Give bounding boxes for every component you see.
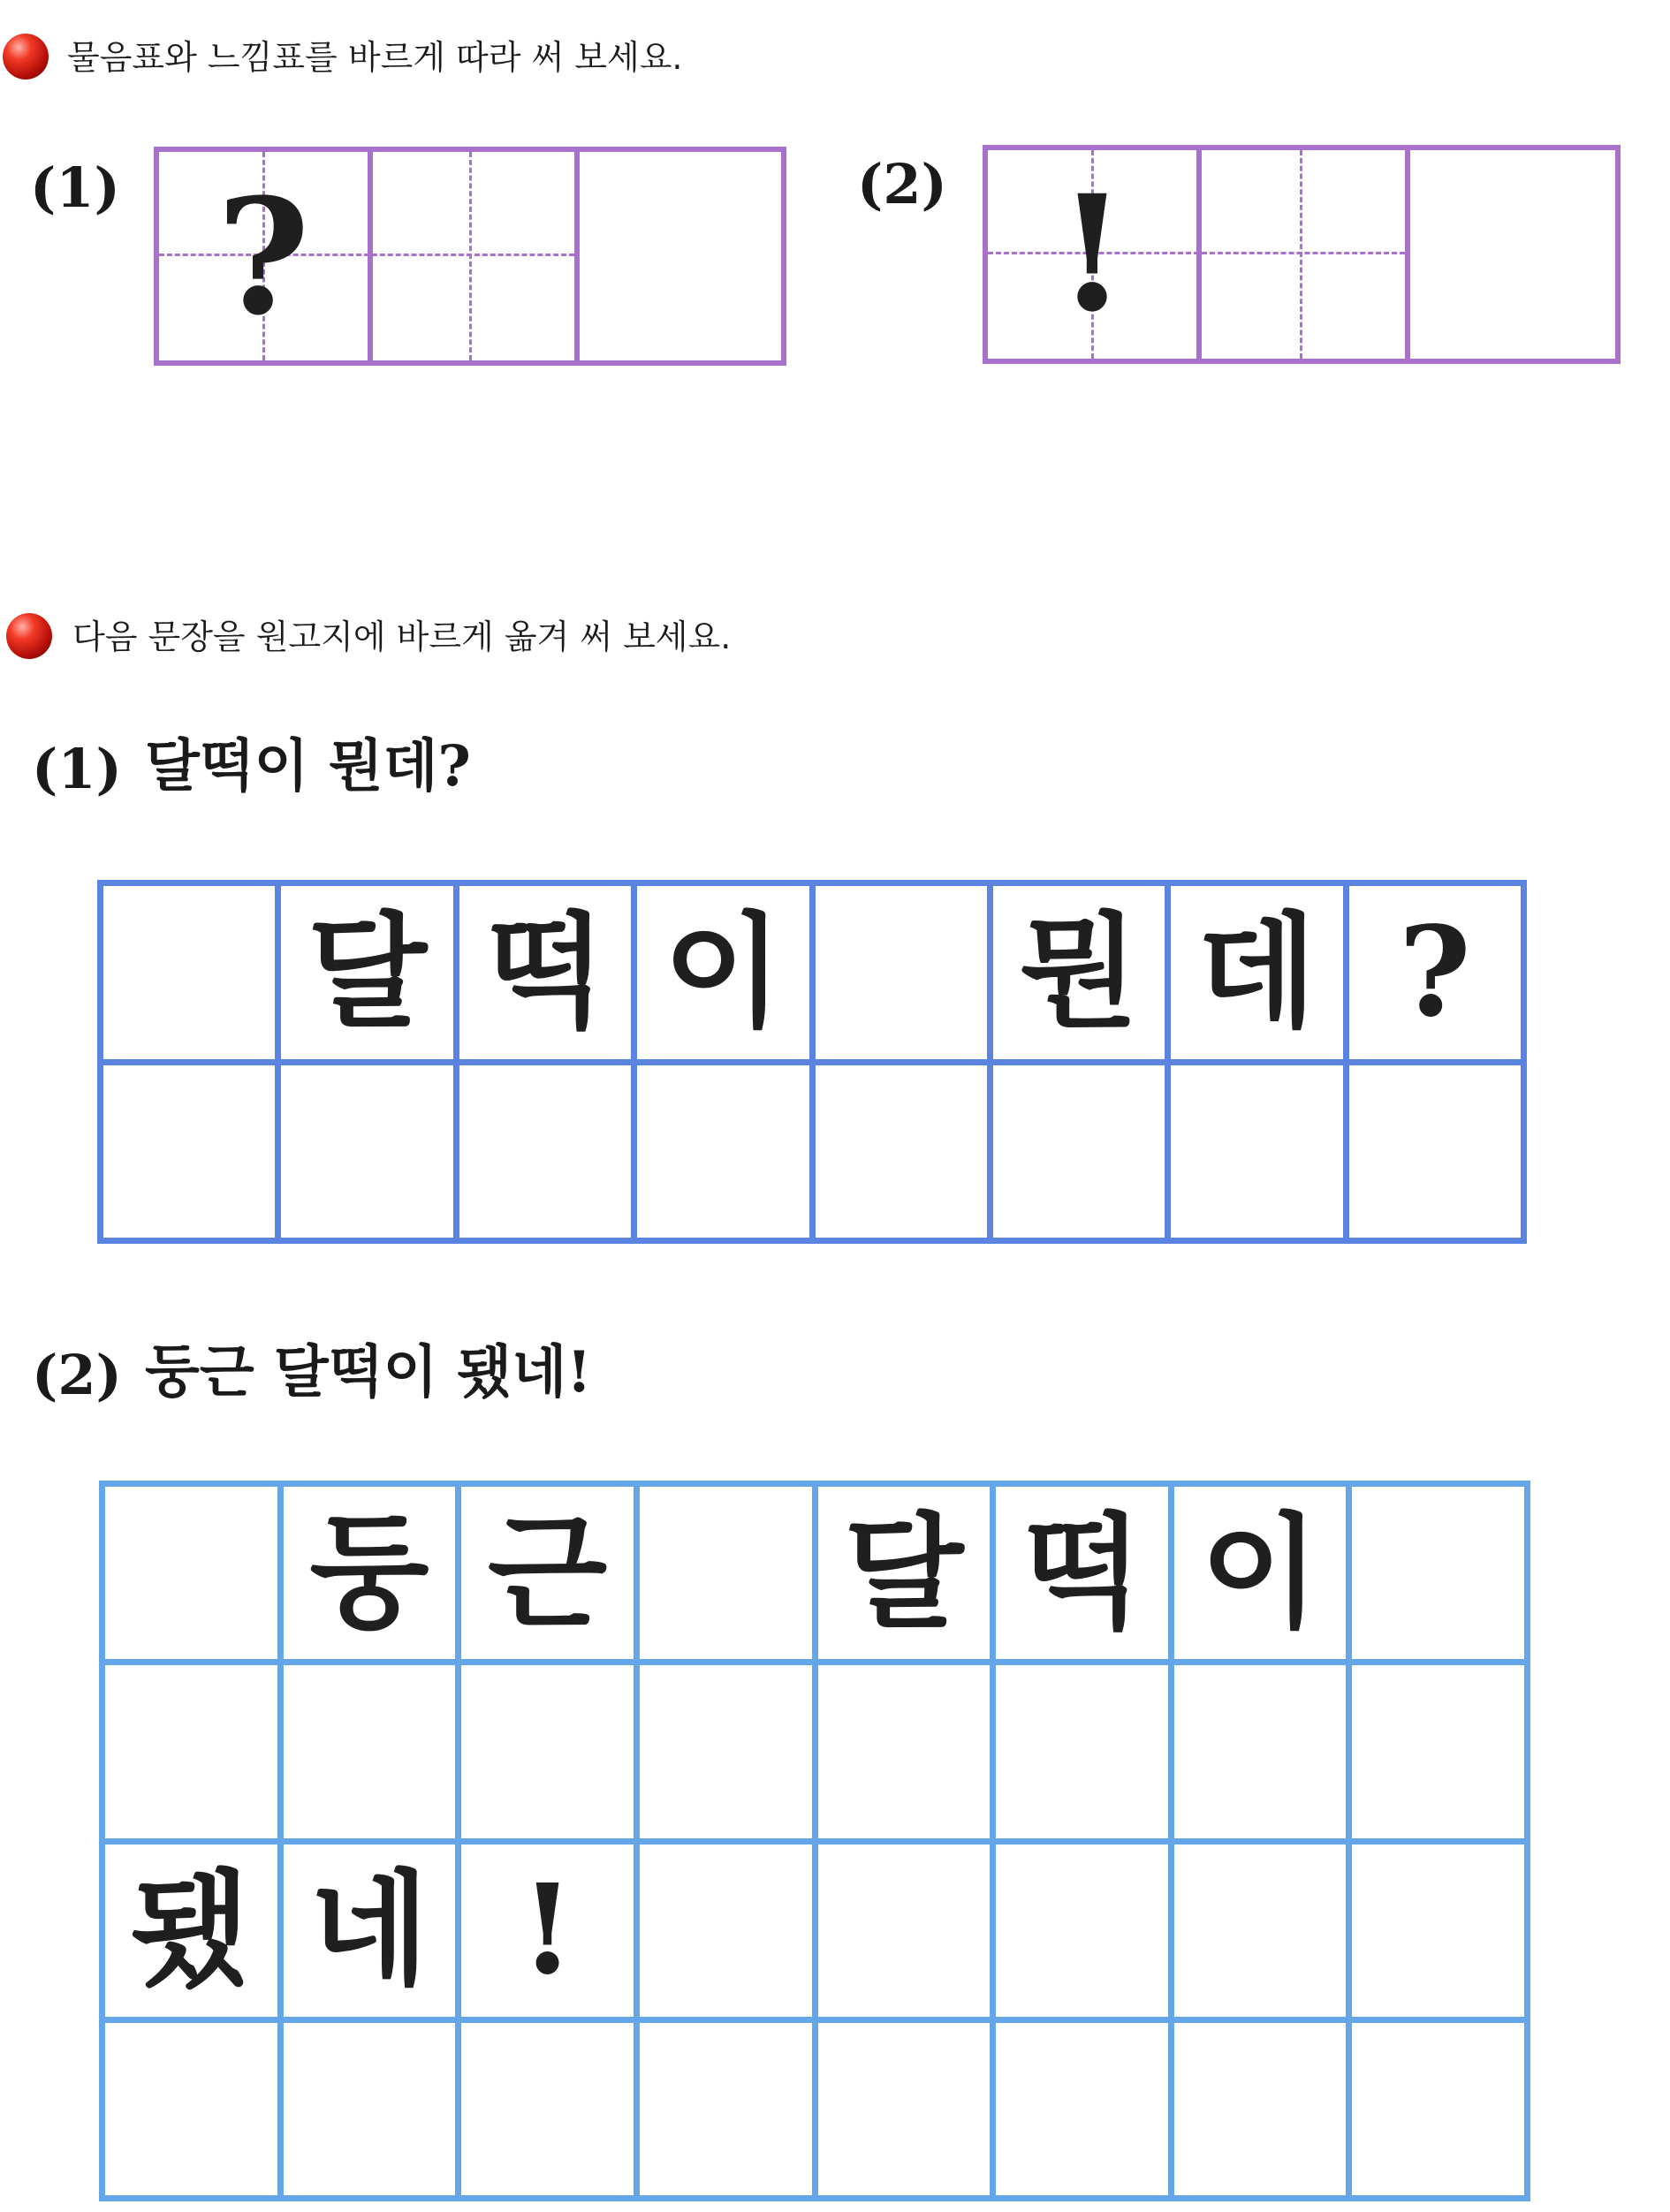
- grid-cell[interactable]: 근: [461, 1487, 634, 1659]
- grid-cell[interactable]: [818, 2023, 991, 2195]
- grid-cell[interactable]: [284, 2023, 456, 2195]
- grid-cell[interactable]: [637, 1065, 808, 1239]
- grid-cell[interactable]: [818, 1665, 991, 1837]
- grid-cell[interactable]: 네: [284, 1845, 456, 2017]
- item-label-1: (1): [30, 155, 120, 220]
- grid-cell[interactable]: [103, 1065, 275, 1239]
- grid-cell[interactable]: [996, 2023, 1168, 2195]
- practice-box-question[interactable]: [154, 147, 786, 366]
- exercise-sentence-1: 달떡이 뭔데?: [145, 733, 471, 799]
- grid-cell[interactable]: [1349, 1065, 1521, 1239]
- grid-cell[interactable]: [1352, 2023, 1524, 2195]
- grid-cell[interactable]: 이: [637, 886, 808, 1059]
- grid-cell[interactable]: [281, 1065, 452, 1239]
- grid-cell[interactable]: [459, 1065, 631, 1239]
- manuscript-grid-2: [99, 1481, 1530, 2201]
- bullet-icon: [6, 613, 52, 659]
- grid-cell[interactable]: [1352, 1665, 1524, 1837]
- exclamation-mark-sample: !: [1057, 161, 1127, 347]
- grid-cell[interactable]: [105, 1487, 277, 1659]
- grid-cell[interactable]: [461, 2023, 634, 2195]
- grid-cell[interactable]: 이: [1174, 1487, 1347, 1659]
- bullet-icon: [3, 34, 49, 80]
- grid-cell[interactable]: [996, 1665, 1168, 1837]
- question-mark-sample: ?: [216, 164, 310, 351]
- practice-box-exclamation[interactable]: [983, 145, 1621, 364]
- grid-cell[interactable]: [1171, 1065, 1342, 1239]
- exercise-sentence-2: 둥근 달떡이 됐네!: [145, 1339, 592, 1405]
- grid-cell[interactable]: [640, 1845, 812, 2017]
- grid-cell[interactable]: !: [461, 1845, 634, 2017]
- grid-cell[interactable]: [996, 1845, 1168, 2017]
- grid-cell[interactable]: [818, 1845, 991, 2017]
- exercise-label-2: (2): [32, 1343, 122, 1407]
- grid-cell[interactable]: [640, 1487, 812, 1659]
- grid-cell[interactable]: [103, 886, 275, 1059]
- instruction-2: 다음 문장을 원고지에 바르게 옮겨 써 보세요.: [72, 617, 732, 656]
- grid-cell[interactable]: [816, 1065, 987, 1239]
- instruction-1: 물음표와 느낌표를 바르게 따라 써 보세요.: [67, 38, 683, 77]
- grid-cell[interactable]: [1174, 1665, 1347, 1837]
- grid-cell[interactable]: 달: [281, 886, 452, 1059]
- grid-cell[interactable]: [105, 2023, 277, 2195]
- grid-cell[interactable]: ?: [1349, 886, 1521, 1059]
- grid-cell[interactable]: [105, 1665, 277, 1837]
- grid-cell[interactable]: [1174, 1845, 1347, 2017]
- grid-cell[interactable]: 떡: [996, 1487, 1168, 1659]
- exercise-label-1: (1): [32, 737, 122, 801]
- grid-cell[interactable]: [461, 1665, 634, 1837]
- grid-cell[interactable]: [640, 2023, 812, 2195]
- grid-cell[interactable]: [993, 1065, 1165, 1239]
- item-label-2: (2): [857, 152, 947, 216]
- grid-cell[interactable]: [1174, 2023, 1347, 2195]
- grid-cell[interactable]: [816, 886, 987, 1059]
- grid-cell[interactable]: 뭔: [993, 886, 1165, 1059]
- grid-cell[interactable]: [1352, 1845, 1524, 2017]
- grid-cell[interactable]: [640, 1665, 812, 1837]
- grid-cell[interactable]: 됐: [105, 1845, 277, 2017]
- manuscript-grid-1: [97, 880, 1527, 1244]
- grid-cell[interactable]: 달: [818, 1487, 991, 1659]
- grid-cell[interactable]: [1352, 1487, 1524, 1659]
- grid-cell[interactable]: 떡: [459, 886, 631, 1059]
- grid-cell[interactable]: [284, 1665, 456, 1837]
- grid-cell[interactable]: 데: [1171, 886, 1342, 1059]
- grid-cell[interactable]: 둥: [284, 1487, 456, 1659]
